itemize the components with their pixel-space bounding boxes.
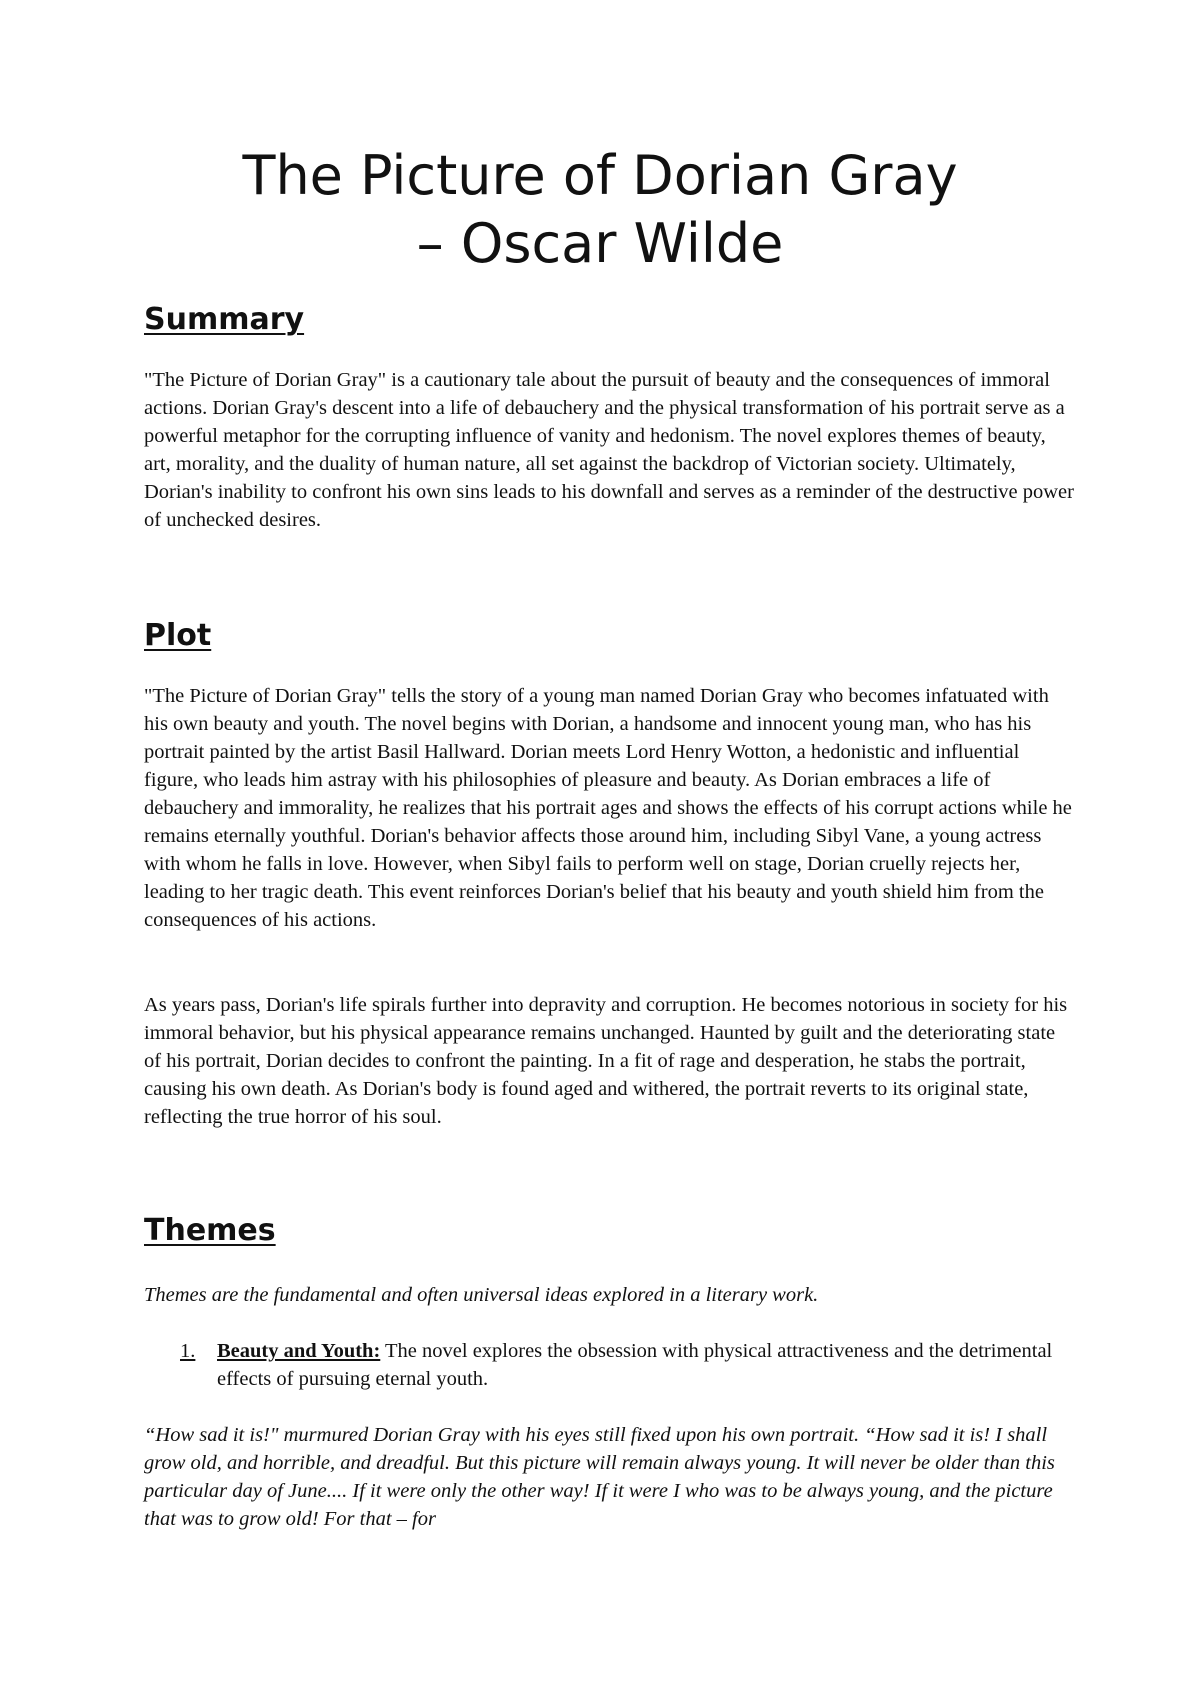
theme-quote: “How sad it is!" murmured Dorian Gray with his eyes still fixed upon his own portrait. “How sad it is! I shall grow old, and horrible, and dreadful. But this picture will remain always young. It will never be older than this particular day of June.... If it were only the other way! If it were I who was to be always young, and the picture that was to grow old! For that – for: [144, 1424, 1055, 1530]
themes-intro: Themes are the fundamental and often universal ideas explored in a literary work.: [144, 1284, 819, 1306]
list-number: 1.: [180, 1340, 196, 1362]
plot-paragraph-2: As years pass, Dorian's life spirals further into depravity and corruption. He becomes notorious in society for his immoral behavior, but his physical appearance remains unchanged. Haunted by guilt and the deteriorating state of his portrait, Dorian decides to confront the painting. In a fit of rage and desperation, he stabs the portrait, causing his own death. As Dorian's body is found aged and withered, the portrait reverts to its original state, reflecting the true horror of his soul.: [144, 994, 1068, 1128]
plot-paragraph-1: "The Picture of Dorian Gray" tells the story of a young man named Dorian Gray who becomes infatuated with his own beauty and youth. The novel begins with Dorian, a handsome and innocent young man, who has his portrait painted by the artist Basil Hallward. Dorian meets Lord Henry Wotton, a hedonistic and influential figure, who leads him astray with his philosophies of pleasure and beauty. As Dorian embraces a life of debauchery and immorality, he realizes that his portrait ages and shows the effects of his corrupt actions while he remains eternally youthful. Dorian's behavior affects those around him, including Sibyl Vane, a young actress with whom he falls in love. However, when Sibyl fails to perform well on stage, Dorian cruelly rejects her, leading to her tragic death. This event reinforces Dorian's belief that his beauty and youth shield him from the consequences of his actions.: [144, 685, 1072, 931]
theme-list-item: [144, 1337, 1074, 1393]
document-title: The Picture of Dorian Gray: [242, 144, 958, 207]
summary-heading: Summary: [144, 302, 305, 337]
theme-description: The novel explores the obsession with physical attractiveness and the detrimental effects of pursuing eternal youth.: [217, 1340, 1053, 1390]
summary-paragraph: "The Picture of Dorian Gray" is a cautionary tale about the pursuit of beauty and the consequences of immoral actions. Dorian Gray's descent into a life of debauchery and the physical transformation of his portrait serve as a powerful metaphor for the corrupting influence of vanity and hedonism. The novel explores themes of beauty, art, morality, and the duality of human nature, all set against the backdrop of Victorian society. Ultimately, Dorian's inability to confront his own sins leads to his downfall and serves as a reminder of the destructive power of unchecked desires.: [144, 369, 1074, 531]
theme-term: Beauty and Youth:: [217, 1340, 381, 1362]
plot-heading: Plot: [144, 618, 212, 653]
document-subtitle-author: – Oscar Wilde: [416, 212, 784, 275]
themes-heading: Themes: [144, 1213, 276, 1248]
list-item-body: [217, 1337, 1074, 1393]
